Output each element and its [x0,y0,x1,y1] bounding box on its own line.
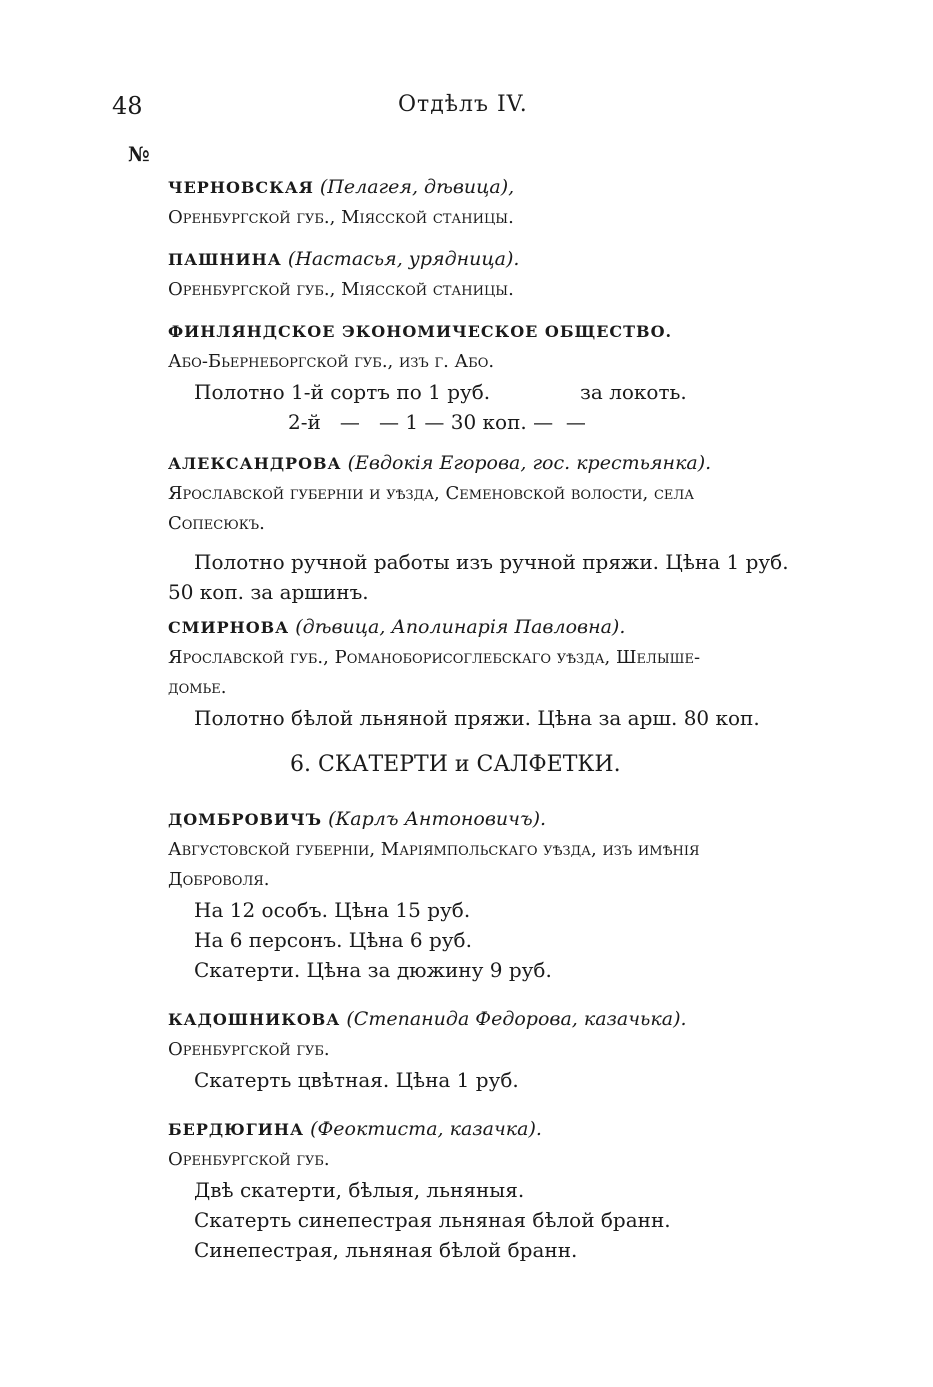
item-line: Полотно бѣлой льняной пряжи. Цѣна за арш. 80 коп. [194,706,760,730]
exhibitor-name: ЧЕРНОВСКАЯ [168,178,314,197]
exhibitor-detail: (дѣвица, Аполинарія Павловна). [295,616,626,638]
exhibitor-location: Ярославской губерніи и уѣзда, Семеновской волости, села [168,483,695,504]
exhibitor-location-cont: домье. [168,677,227,698]
exhibitor-name: ПАШНИНА [168,250,282,269]
entry-berdyugina [168,1114,818,1265]
exhibitor-name: КАДОШНИКОВА [168,1010,341,1029]
category-heading: 6. СКАТЕРТИ и САЛФЕТКИ. [290,752,621,777]
item-line-unit: за локоть. [580,380,687,404]
exhibitor-location: Оренбургской губ., Міясской станицы. [168,207,514,228]
entry-kadoshnikova [168,1004,818,1095]
item-line: Скатерть синепестрая льняная бѣлой бранн. [194,1208,671,1232]
item-line: На 6 персонъ. Цѣна 6 руб. [194,928,472,952]
item-line: Двѣ скатерти, бѣлыя, льняныя. [194,1178,525,1202]
exhibitor-name: БЕРДЮГИНА [168,1120,305,1139]
entry-aleksandrova [168,448,818,607]
exhibitor-name: СМИРНОВА [168,618,290,637]
exhibitor-location: Оренбургской губ., Міясской станицы. [168,279,514,300]
item-line: Скатерти. Цѣна за дюжину 9 руб. [194,958,552,982]
exhibitor-detail: (Феоктиста, казачка). [310,1118,542,1140]
exhibitor-name: ДОМБРОВИЧЪ [168,810,323,829]
entry-smirnova [168,612,818,733]
exhibitor-detail: (Настасья, урядница). [287,248,520,270]
exhibitor-location: Ярославской губ., Романоборисоглебскаго уѣзда, Шелыше- [168,647,701,668]
exhibitor-name: АЛЕКСАНДРОВА [168,454,342,473]
exhibitor-location: Августовской губерніи, Маріямпольскаго уѣзда, изъ имѣнія [168,839,700,860]
item-line-cont: 50 коп. за аршинъ. [168,580,369,604]
page-number: 48 [112,92,143,120]
exhibitor-location-cont: Сопесюкъ. [168,513,265,534]
item-line: На 12 особъ. Цѣна 15 руб. [194,898,471,922]
exhibitor-location: Оренбургской губ. [168,1039,330,1060]
exhibitor-detail: (Евдокія Егорова, гос. крестьянка). [347,452,712,474]
item-line: Синепестрая, льняная бѣлой бранн. [194,1238,578,1262]
item-line: Полотно ручной работы изъ ручной пряжи. Цѣна 1 руб. [194,550,789,574]
exhibitor-location: Оренбургской губ. [168,1149,330,1170]
exhibitor-name: ФИНЛЯНДСКОЕ ЭКОНОМИЧЕСКОЕ ОБЩЕСТВО. [168,322,673,341]
exhibitor-location: Або-Бьернеборгской губ., изъ г. Або. [168,351,495,372]
exhibitor-detail: (Пелагея, дѣвица), [319,176,515,198]
section-title: Отдѣлъ IV. [398,92,528,117]
exhibitor-detail: (Карлъ Антоновичъ). [328,808,547,830]
entry-pashnina [168,244,818,305]
entry-chernovskaya [168,172,818,233]
exhibitor-detail: (Степанида Федорова, казачька). [346,1008,687,1030]
item-line: Полотно 1-й сортъ по 1 руб. [194,380,491,404]
item-line: 2-й — — 1 — 30 коп. — — [288,410,586,434]
number-mark: № [128,142,150,166]
exhibitor-location-cont: Доброволя. [168,869,270,890]
page-header [0,92,933,126]
entry-finnish-society [168,316,818,377]
item-line: Скатерть цвѣтная. Цѣна 1 руб. [194,1068,519,1092]
entry-dombrovich [168,804,818,985]
